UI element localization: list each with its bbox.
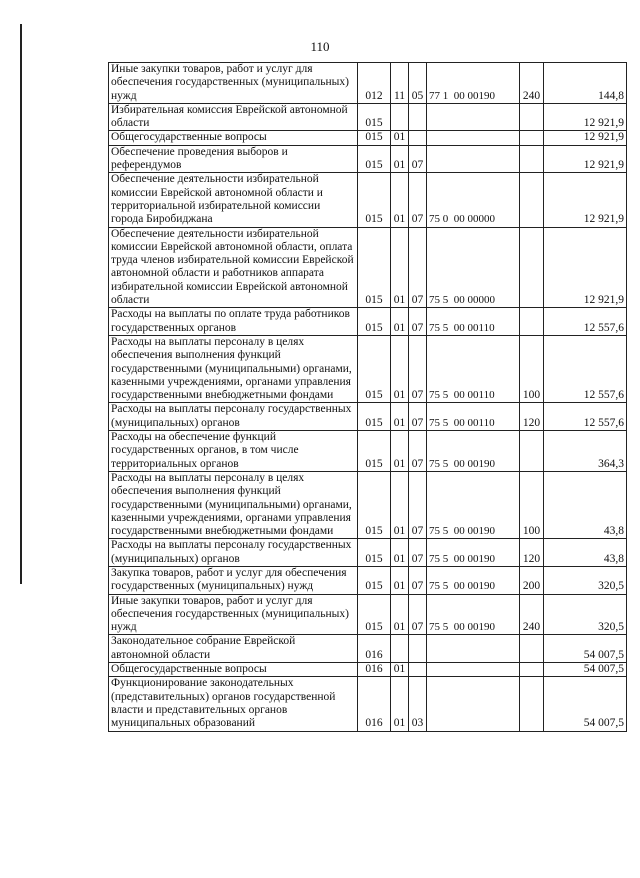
row-subsection-cell: 07	[409, 471, 427, 538]
row-subsection-cell: 07	[409, 594, 427, 635]
row-target-article-cell: 75 5 00 00110	[427, 308, 520, 336]
table-row	[109, 635, 627, 663]
row-expense-type-cell	[520, 173, 544, 227]
row-section-cell	[391, 103, 409, 131]
row-name-cell: Расходы на выплаты персоналу государственных (муниципальных) органов	[109, 403, 358, 431]
row-section-cell: 01	[391, 145, 409, 173]
row-amount-cell: 12 921,9	[544, 173, 627, 227]
row-target-article-cell	[427, 131, 520, 145]
row-expense-type-cell: 240	[520, 63, 544, 104]
row-amount-cell: 43,8	[544, 539, 627, 567]
row-name-cell: Расходы на обеспечение функций государственных органов, в том числе территориальных органов	[109, 431, 358, 472]
row-name-cell: Обеспечение деятельности избирательной комиссии Еврейской автономной области, оплата труда членов избирательной комиссии Еврейской автономной области и работников аппарата избирательной комиссии Еврейской автономной области	[109, 227, 358, 308]
table-row	[109, 677, 627, 731]
row-amount-cell: 43,8	[544, 471, 627, 538]
budget-table-body	[109, 63, 627, 732]
row-expense-type-cell	[520, 635, 544, 663]
budget-table	[108, 62, 627, 732]
row-code-cell: 016	[358, 677, 391, 731]
row-name-cell: Обеспечение деятельности избирательной комиссии Еврейской автономной области и территориальной избирательной комиссии города Биробиджана	[109, 173, 358, 227]
row-section-cell: 01	[391, 663, 409, 677]
row-expense-type-cell	[520, 308, 544, 336]
row-amount-cell: 12 921,9	[544, 131, 627, 145]
row-subsection-cell: 07	[409, 431, 427, 472]
row-section-cell: 01	[391, 308, 409, 336]
row-name-cell: Расходы на выплаты по оплате труда работников государственных органов	[109, 308, 358, 336]
row-subsection-cell: 05	[409, 63, 427, 104]
row-section-cell: 01	[391, 227, 409, 308]
row-expense-type-cell	[520, 103, 544, 131]
row-target-article-cell: 75 5 00 00000	[427, 227, 520, 308]
row-subsection-cell: 07	[409, 403, 427, 431]
row-amount-cell: 320,5	[544, 594, 627, 635]
row-name-cell: Законодательное собрание Еврейской автономной области	[109, 635, 358, 663]
row-section-cell: 01	[391, 594, 409, 635]
row-subsection-cell: 07	[409, 335, 427, 402]
table-row	[109, 173, 627, 227]
row-section-cell: 01	[391, 471, 409, 538]
row-amount-cell: 54 007,5	[544, 635, 627, 663]
table-row	[109, 308, 627, 336]
row-subsection-cell: 07	[409, 173, 427, 227]
row-target-article-cell: 75 5 00 00190	[427, 471, 520, 538]
row-code-cell: 015	[358, 539, 391, 567]
table-row	[109, 566, 627, 594]
table-row	[109, 63, 627, 104]
table-row	[109, 131, 627, 145]
row-amount-cell: 12 557,6	[544, 335, 627, 402]
row-section-cell: 01	[391, 173, 409, 227]
row-amount-cell: 54 007,5	[544, 677, 627, 731]
row-section-cell: 01	[391, 131, 409, 145]
row-name-cell: Закупка товаров, работ и услуг для обеспечения государственных (муниципальных) нужд	[109, 566, 358, 594]
row-code-cell: 012	[358, 63, 391, 104]
row-code-cell: 015	[358, 566, 391, 594]
row-code-cell: 015	[358, 308, 391, 336]
row-subsection-cell	[409, 663, 427, 677]
row-subsection-cell: 03	[409, 677, 427, 731]
row-section-cell: 01	[391, 566, 409, 594]
row-amount-cell: 364,3	[544, 431, 627, 472]
row-section-cell: 01	[391, 539, 409, 567]
row-name-cell: Расходы на выплаты персоналу в целях обеспечения выполнения функций государственными (муниципальными) органами, казенными учреждениями, органами управления государственными внебюджетными фондами	[109, 335, 358, 402]
row-expense-type-cell	[520, 131, 544, 145]
row-name-cell: Общегосударственные вопросы	[109, 131, 358, 145]
row-expense-type-cell: 240	[520, 594, 544, 635]
row-code-cell: 016	[358, 663, 391, 677]
row-target-article-cell	[427, 145, 520, 173]
row-code-cell: 015	[358, 173, 391, 227]
row-subsection-cell: 07	[409, 566, 427, 594]
row-target-article-cell: 75 5 00 00190	[427, 566, 520, 594]
row-amount-cell: 12 557,6	[544, 403, 627, 431]
row-name-cell: Расходы на выплаты персоналу государственных (муниципальных) органов	[109, 539, 358, 567]
table-row	[109, 539, 627, 567]
row-section-cell: 01	[391, 431, 409, 472]
left-margin-rule	[20, 24, 22, 584]
row-expense-type-cell	[520, 677, 544, 731]
row-subsection-cell	[409, 635, 427, 663]
row-expense-type-cell	[520, 663, 544, 677]
page-number: 110	[310, 39, 330, 54]
table-row	[109, 403, 627, 431]
table-row	[109, 431, 627, 472]
row-amount-cell: 54 007,5	[544, 663, 627, 677]
row-name-cell: Избирательная комиссия Еврейской автономной области	[109, 103, 358, 131]
table-row	[109, 594, 627, 635]
row-amount-cell: 12 921,9	[544, 145, 627, 173]
row-target-article-cell	[427, 635, 520, 663]
row-target-article-cell: 77 1 00 00190	[427, 63, 520, 104]
row-expense-type-cell: 100	[520, 335, 544, 402]
row-amount-cell: 144,8	[544, 63, 627, 104]
row-amount-cell: 320,5	[544, 566, 627, 594]
row-name-cell: Общегосударственные вопросы	[109, 663, 358, 677]
table-row	[109, 227, 627, 308]
row-target-article-cell: 75 5 00 00110	[427, 403, 520, 431]
row-expense-type-cell: 200	[520, 566, 544, 594]
row-section-cell: 01	[391, 335, 409, 402]
row-name-cell: Обеспечение проведения выборов и референдумов	[109, 145, 358, 173]
row-subsection-cell: 07	[409, 308, 427, 336]
table-row	[109, 471, 627, 538]
row-subsection-cell: 07	[409, 539, 427, 567]
row-code-cell: 015	[358, 103, 391, 131]
row-name-cell: Иные закупки товаров, работ и услуг для обеспечения государственных (муниципальных) нужд	[109, 63, 358, 104]
row-expense-type-cell	[520, 145, 544, 173]
row-target-article-cell: 75 5 00 00190	[427, 431, 520, 472]
row-subsection-cell	[409, 131, 427, 145]
row-amount-cell: 12 557,6	[544, 308, 627, 336]
row-subsection-cell: 07	[409, 227, 427, 308]
row-code-cell: 015	[358, 594, 391, 635]
row-section-cell	[391, 635, 409, 663]
row-expense-type-cell	[520, 431, 544, 472]
row-code-cell: 015	[358, 471, 391, 538]
row-code-cell: 015	[358, 227, 391, 308]
row-target-article-cell: 75 0 00 00000	[427, 173, 520, 227]
row-target-article-cell	[427, 103, 520, 131]
row-expense-type-cell: 120	[520, 403, 544, 431]
row-name-cell: Функционирование законодательных (представительных) органов государственной власти и представительных органов муниципальных образований	[109, 677, 358, 731]
row-target-article-cell: 75 5 00 00190	[427, 594, 520, 635]
row-code-cell: 015	[358, 131, 391, 145]
row-code-cell: 015	[358, 335, 391, 402]
table-row	[109, 335, 627, 402]
row-subsection-cell	[409, 103, 427, 131]
table-row	[109, 103, 627, 131]
row-code-cell: 016	[358, 635, 391, 663]
table-row	[109, 145, 627, 173]
row-expense-type-cell: 100	[520, 471, 544, 538]
row-expense-type-cell	[520, 227, 544, 308]
row-name-cell: Расходы на выплаты персоналу в целях обеспечения выполнения функций государственными (муниципальными) органами, казенными учреждениями, органами управления государственными внебюджетными фондами	[109, 471, 358, 538]
row-code-cell: 015	[358, 403, 391, 431]
row-target-article-cell: 75 5 00 00190	[427, 539, 520, 567]
row-amount-cell: 12 921,9	[544, 227, 627, 308]
row-code-cell: 015	[358, 145, 391, 173]
row-name-cell: Иные закупки товаров, работ и услуг для обеспечения государственных (муниципальных) нужд	[109, 594, 358, 635]
row-subsection-cell: 07	[409, 145, 427, 173]
row-amount-cell: 12 921,9	[544, 103, 627, 131]
row-target-article-cell	[427, 663, 520, 677]
row-target-article-cell: 75 5 00 00110	[427, 335, 520, 402]
table-row	[109, 663, 627, 677]
row-code-cell: 015	[358, 431, 391, 472]
row-section-cell: 01	[391, 403, 409, 431]
row-section-cell: 11	[391, 63, 409, 104]
row-target-article-cell	[427, 677, 520, 731]
row-expense-type-cell: 120	[520, 539, 544, 567]
row-section-cell: 01	[391, 677, 409, 731]
